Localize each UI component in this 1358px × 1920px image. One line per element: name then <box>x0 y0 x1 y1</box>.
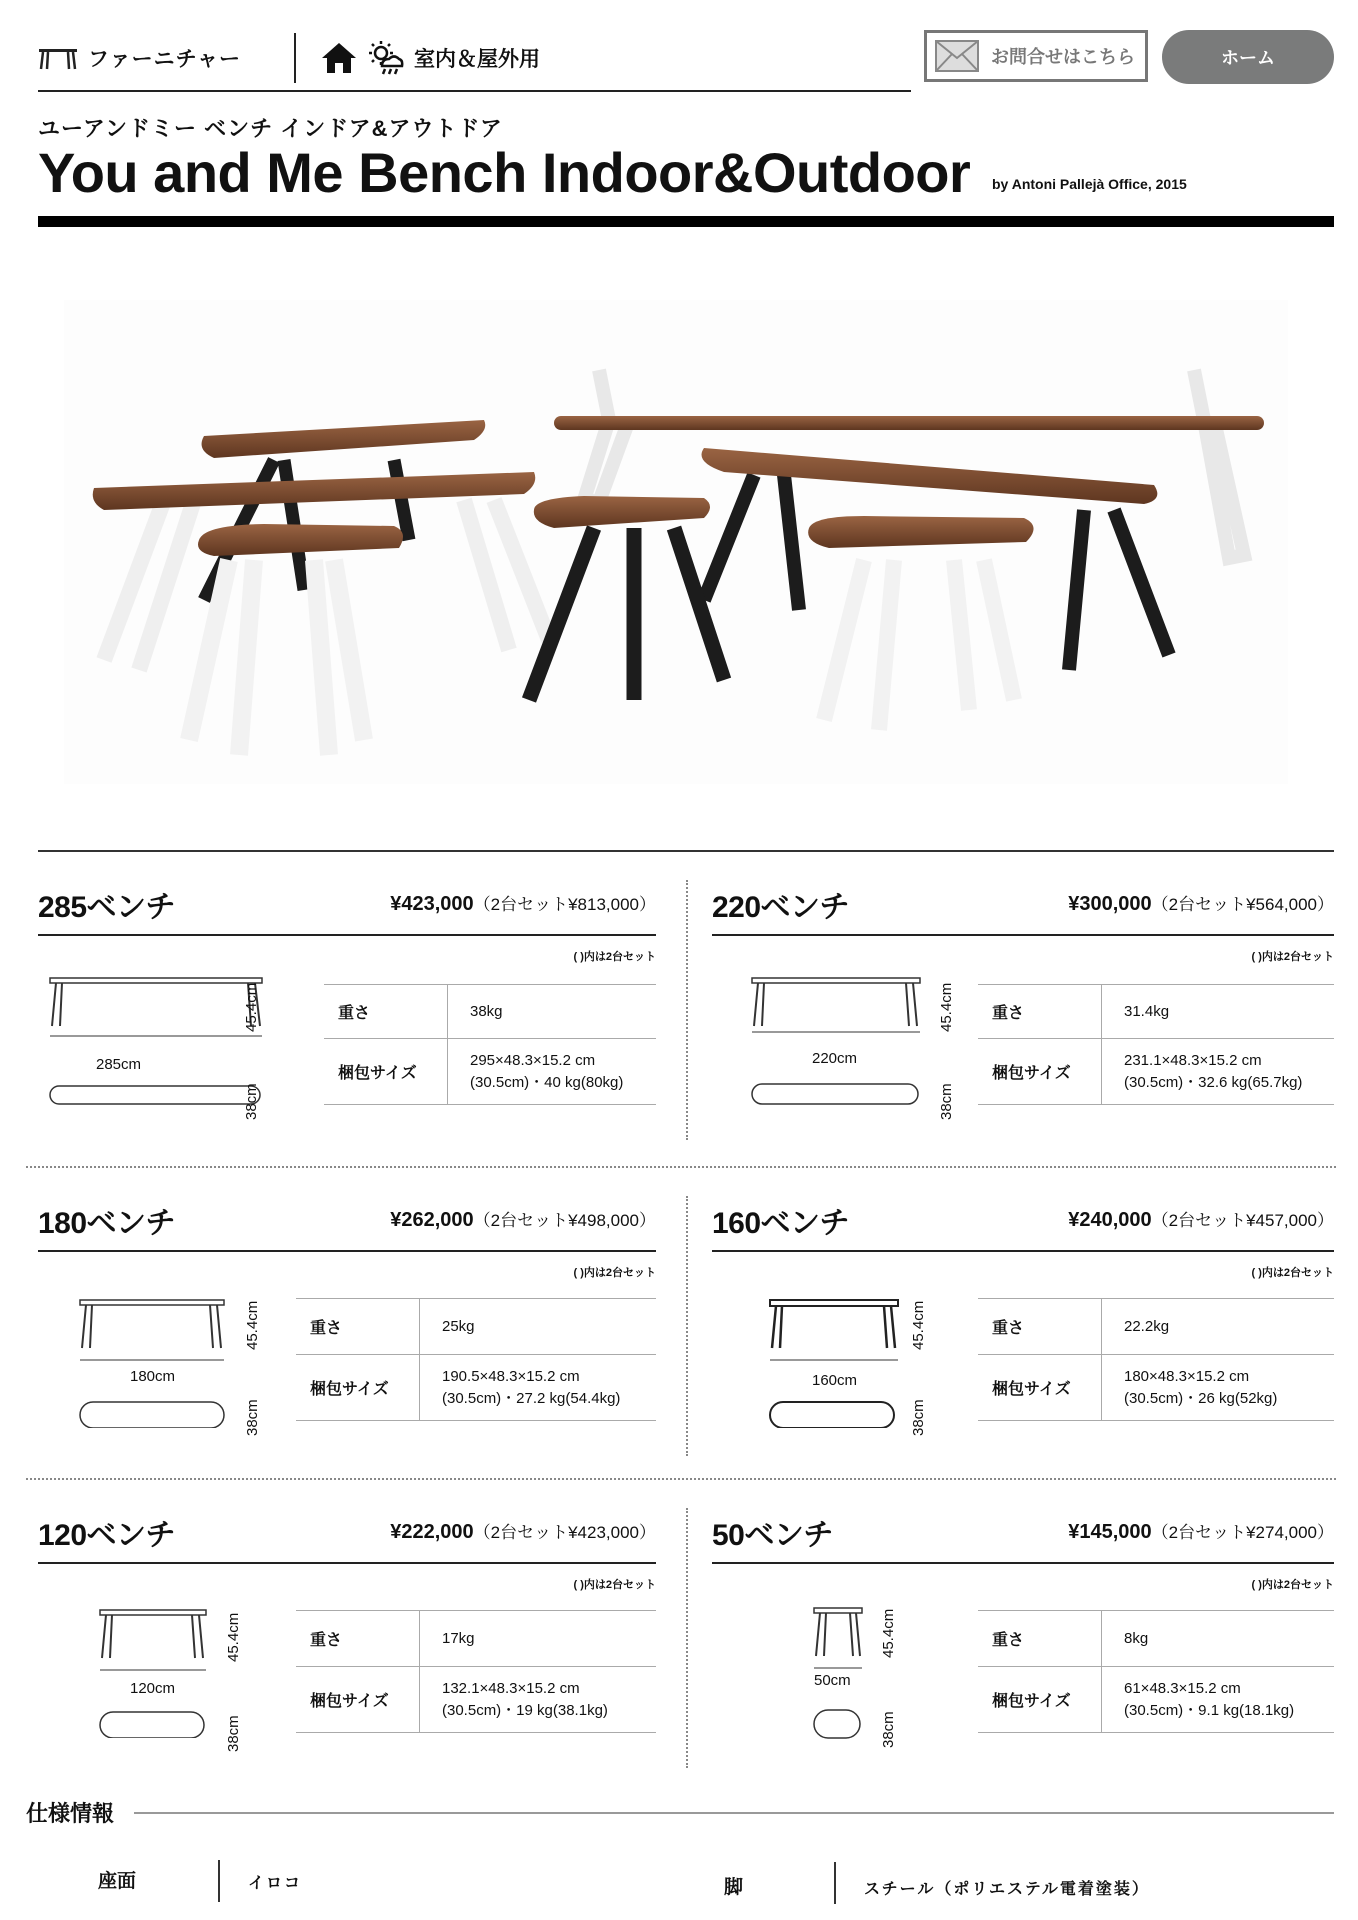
set-note: ( )内は2台セット <box>573 951 656 963</box>
card-rule <box>712 934 1334 936</box>
product-card-50 <box>712 1480 1334 1780</box>
product-card-120 <box>38 1480 656 1780</box>
length-label: 285cm <box>96 1056 142 1073</box>
title-divider <box>38 216 1334 227</box>
card-rule <box>712 1562 1334 1564</box>
package-key: 梱包サイズ <box>978 1355 1102 1420</box>
bench-right-white <box>808 516 1033 730</box>
package-value: 190.5×48.3×15.2 cm (30.5cm)・27.2 kg(54.4kg) <box>442 1367 621 1407</box>
leg-value: スチール（ポリエステル電着塗装） <box>864 1881 1150 1898</box>
product-name: 50ベンチ <box>712 1519 833 1552</box>
length-label: 180cm <box>130 1368 176 1385</box>
card-rule <box>38 1250 656 1252</box>
spec-table <box>324 984 656 1105</box>
hero-product-image <box>64 300 1288 784</box>
depth-label: 38cm <box>243 1083 260 1120</box>
seat-value: イロコ <box>248 1875 303 1892</box>
mail-icon <box>935 40 979 72</box>
product-price: ¥145,000（2台セット¥274,000） <box>1068 1521 1334 1543</box>
height-label: 45.4cm <box>225 1612 242 1662</box>
column-divider <box>686 880 688 1140</box>
weight-key: 重さ <box>296 1299 420 1354</box>
spec-table <box>978 1610 1334 1733</box>
designer-byline: by Antoni Pallejà Office, 2015 <box>992 176 1187 192</box>
spec-table <box>978 984 1334 1105</box>
package-value: 231.1×48.3×15.2 cm (30.5cm)・32.6 kg(65.7kg) <box>1124 1051 1303 1091</box>
length-label: 160cm <box>812 1372 858 1389</box>
contact-label: お問合せはこちら <box>991 47 1135 67</box>
seat-key: 座面 <box>98 1871 137 1892</box>
card-rule <box>38 934 656 936</box>
card-rule <box>712 1250 1334 1252</box>
product-price: ¥300,000（2台セット¥564,000） <box>1068 893 1334 915</box>
depth-label: 38cm <box>880 1711 897 1748</box>
weight-key: 重さ <box>296 1611 420 1666</box>
set-note: ( )内は2台セット <box>573 1579 656 1591</box>
spec-info-title: 仕様情報 <box>26 1801 115 1826</box>
weight-key: 重さ <box>978 985 1102 1038</box>
column-divider <box>686 1508 688 1768</box>
product-price: ¥222,000（2台セット¥423,000） <box>390 1521 656 1543</box>
top-navigation <box>38 26 911 92</box>
weight-value: 17kg <box>442 1629 475 1647</box>
category-link[interactable] <box>38 33 296 83</box>
package-value: 295×48.3×15.2 cm (30.5cm)・40 kg(80kg) <box>470 1051 624 1091</box>
spec-table <box>296 1610 656 1733</box>
package-value: 61×48.3×15.2 cm (30.5cm)・9.1 kg(18.1kg) <box>1124 1679 1295 1719</box>
weight-value: 8kg <box>1124 1629 1149 1647</box>
height-label: 45.4cm <box>243 982 260 1032</box>
product-title: You and Me Bench Indoor&Outdoor <box>38 141 971 204</box>
bench-diagram <box>78 1298 228 1428</box>
leg-key: 脚 <box>724 1877 744 1898</box>
bench-diagram <box>98 1608 208 1738</box>
weight-key: 重さ <box>978 1611 1102 1666</box>
product-card-285 <box>38 852 656 1152</box>
product-name: 180ベンチ <box>38 1207 176 1240</box>
depth-label: 38cm <box>225 1715 242 1752</box>
stool-dark <box>529 496 724 700</box>
spec-table <box>296 1298 656 1421</box>
product-name: 120ベンチ <box>38 1519 176 1552</box>
depth-label: 38cm <box>244 1399 261 1436</box>
weight-key: 重さ <box>324 985 448 1038</box>
seat-separator <box>218 1860 220 1902</box>
product-name: 220ベンチ <box>712 891 850 924</box>
product-price: ¥240,000（2台セット¥457,000） <box>1068 1209 1334 1231</box>
package-value: 180×48.3×15.2 cm (30.5cm)・26 kg(52kg) <box>1124 1367 1278 1407</box>
weight-value: 38kg <box>470 1002 503 1020</box>
package-key: 梱包サイズ <box>296 1355 420 1420</box>
depth-label: 38cm <box>910 1399 927 1436</box>
bench-diagram <box>48 976 263 1106</box>
package-value: 132.1×48.3×15.2 cm (30.5cm)・19 kg(38.1kg) <box>442 1679 608 1719</box>
weight-key: 重さ <box>978 1299 1102 1354</box>
package-key: 梱包サイズ <box>296 1667 420 1732</box>
depth-label: 38cm <box>938 1083 955 1120</box>
package-key: 梱包サイズ <box>324 1039 448 1104</box>
product-name: 160ベンチ <box>712 1207 850 1240</box>
package-key: 梱包サイズ <box>978 1667 1102 1732</box>
product-card-220 <box>712 852 1334 1152</box>
home-button[interactable]: ホーム <box>1162 30 1334 84</box>
weight-value: 25kg <box>442 1317 475 1335</box>
weather-icon <box>366 40 404 76</box>
breadcrumb-label: 室内＆屋外用 <box>414 48 540 71</box>
length-label: 120cm <box>130 1680 176 1697</box>
product-name: 285ベンチ <box>38 891 176 924</box>
bench-diagram <box>750 976 922 1106</box>
set-note: ( )内は2台セット <box>1251 1579 1334 1591</box>
bench-long-dark <box>702 448 1170 670</box>
contact-button[interactable] <box>924 30 1148 82</box>
height-label: 45.4cm <box>938 982 955 1032</box>
height-label: 45.4cm <box>880 1608 897 1658</box>
leg-separator <box>834 1862 836 1904</box>
home-icon <box>320 41 358 75</box>
column-divider <box>686 1196 688 1456</box>
weight-value: 31.4kg <box>1124 1002 1170 1020</box>
height-label: 45.4cm <box>244 1300 261 1350</box>
product-card-180 <box>38 1168 656 1468</box>
breadcrumb[interactable] <box>320 40 540 76</box>
set-note: ( )内は2台セット <box>1251 1267 1334 1279</box>
product-subtitle: ユーアンドミー ベンチ インドア&アウトドア <box>38 116 503 141</box>
set-note: ( )内は2台セット <box>573 1267 656 1279</box>
product-price: ¥262,000（2台セット¥498,000） <box>390 1209 656 1231</box>
spec-table <box>978 1298 1334 1421</box>
package-key: 梱包サイズ <box>978 1039 1102 1104</box>
set-note: ( )内は2台セット <box>1251 951 1334 963</box>
length-label: 50cm <box>814 1672 851 1689</box>
card-rule <box>38 1562 656 1564</box>
spec-info-rule <box>134 1812 1334 1814</box>
height-label: 45.4cm <box>910 1300 927 1350</box>
length-label: 220cm <box>812 1050 858 1067</box>
category-label: ファーニチャー <box>88 48 241 71</box>
product-card-160 <box>712 1168 1334 1468</box>
product-price: ¥423,000（2台セット¥813,000） <box>390 893 656 915</box>
weight-value: 22.2kg <box>1124 1317 1170 1335</box>
bench-icon <box>38 45 78 71</box>
bench-diagram <box>768 1298 900 1428</box>
